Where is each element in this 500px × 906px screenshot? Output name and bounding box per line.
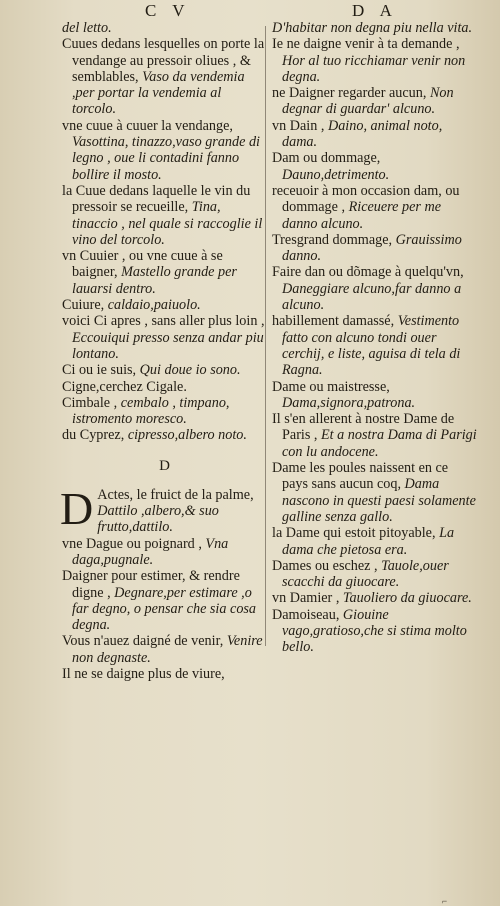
dictionary-entry xyxy=(272,558,477,591)
entry-french: Ci ou ie suis, xyxy=(62,362,137,379)
entry-italian: caldaio,paiuolo. xyxy=(107,297,201,314)
entry-italian: Vestimento fatto con alcuno tondi ouer cerchij, e liste, aguisa di tela di Ragna. xyxy=(282,313,461,379)
entry-french: Cigne,cerchez Cigale. xyxy=(62,378,187,395)
entry-italian: cipresso,albero noto. xyxy=(127,427,247,444)
dictionary-entry xyxy=(272,607,477,656)
dictionary-entry xyxy=(272,150,477,183)
entry-italian: Et a nostra Dama di Parigi con lu andocene. xyxy=(282,427,477,460)
dictionary-entry xyxy=(272,85,477,118)
dictionary-entry xyxy=(62,362,267,378)
entry-italian: Dauno,detrimento. xyxy=(282,166,390,183)
entry-french: vne cuue à cuuer la vendange, xyxy=(62,117,233,134)
dictionary-entry xyxy=(62,633,267,666)
running-head-left: C V xyxy=(145,1,191,20)
entry-italian: Venire non degnaste. xyxy=(72,633,263,666)
dictionary-entry xyxy=(62,248,267,297)
entry-italian: Giouine vago,gratioso,che si stima molto bello. xyxy=(282,606,467,656)
entry-italian: Vaso da vendemia ,per portar la vendemia al torcolo. xyxy=(72,68,245,118)
entry-french: la Cuue dedans laquelle le vin du pressoir se recueille, xyxy=(62,182,251,216)
entry-italian: Tauole,ouer scacchi da giuocare. xyxy=(282,557,449,591)
dictionary-entry xyxy=(272,411,477,460)
entry-italian: Degnare,per estimare ,o far degno, o pensar che sia cosa degna. xyxy=(72,584,257,634)
right-column xyxy=(272,20,477,656)
dictionary-entry xyxy=(272,183,477,232)
entry-french: receuoir à mon occasion dam, ou dommage , xyxy=(272,182,460,216)
dictionary-entry xyxy=(62,666,267,682)
entry-italian: Dattilo ,albero,& suo frutto,dattilo. xyxy=(97,503,219,536)
left-column xyxy=(62,20,267,682)
dictionary-entry xyxy=(62,427,267,443)
dictionary-entry xyxy=(62,297,267,313)
dropcap-entry xyxy=(60,482,267,536)
dictionary-entry xyxy=(62,379,267,395)
entry-french: ne Daigner regarder aucun, xyxy=(272,85,427,102)
entry-french: vne Dague ou poignard , xyxy=(62,535,202,552)
entry-french: Cimbale , xyxy=(62,394,118,411)
entry-italian: Riceuere per me danno alcuno. xyxy=(282,199,442,232)
entry-italian: Eccouiqui presso senza andar piu lontano. xyxy=(72,329,264,362)
entry-french: Cuues dedans lesquelles on porte la vendange au pressoir oliues , & semblables, xyxy=(62,36,265,85)
dictionary-entry xyxy=(272,36,477,85)
dictionary-entry xyxy=(62,536,267,569)
dictionary-entry xyxy=(272,118,477,151)
entry-italian: Daneggiare alcuno,far danno a alcuno. xyxy=(282,280,462,314)
entry-italian: Dama nascono in questi paesi solamente galline senza gallo. xyxy=(282,476,476,525)
entry-french: Cuiure, xyxy=(62,297,105,314)
entry-french: Dame les poules naissent en ce pays sans aucun coq, xyxy=(272,460,449,493)
entry-italian: Tauoliero da giuocare. xyxy=(342,590,472,607)
dictionary-entry xyxy=(62,395,267,428)
entry-french: la Dame qui estoit pitoyable, xyxy=(272,525,436,542)
entry-french: Il ne se daigne plus de viure, xyxy=(62,665,225,682)
dictionary-entry xyxy=(272,460,477,525)
entry-italian: Tina, tinaccio , nel quale si raccoglie il vino del torcolo. xyxy=(72,199,263,248)
left-column-entries-bottom xyxy=(62,536,267,683)
entry-italian: La dama che pietosa era. xyxy=(282,525,455,558)
entry-french: Dame ou maistresse, xyxy=(272,378,390,395)
entry-french: Dames ou eschez , xyxy=(272,557,378,574)
entry-italian: D'habitar non degna piu nella vita. xyxy=(272,20,473,36)
entry-french: habillement damassé, xyxy=(272,313,395,330)
entry-italian: Vasottina, tinazzo,vaso grande di legno , oue li contadini fanno bollire il mosto. xyxy=(72,134,260,183)
entry-italian: cembalo , timpano, istromento moresco. xyxy=(72,394,230,428)
entry-french: Faire dan ou dõmage à quelqu'vn, xyxy=(272,264,464,281)
left-column-entries xyxy=(62,20,267,444)
running-head-right: D A xyxy=(352,1,398,20)
entry-french: Actes, le fruict de la palme, xyxy=(97,486,254,503)
dictionary-entry xyxy=(272,525,477,558)
dictionary-entry xyxy=(62,20,267,36)
entry-italian: Vna daga,pugnale. xyxy=(72,535,229,568)
entry-french: voici Ci apres , sans aller plus loin , xyxy=(62,313,265,330)
entry-italian: Hor al tuo ricchiamar venir non degna. xyxy=(282,52,466,85)
dictionary-entry xyxy=(272,232,477,265)
dictionary-entry xyxy=(272,590,477,606)
entry-french: du Cyprez, xyxy=(62,427,125,444)
dictionary-entry xyxy=(272,313,477,378)
dictionary-entry xyxy=(272,20,477,36)
entry-italian: del letto. xyxy=(62,20,112,36)
entry-italian: Grauissimo danno. xyxy=(282,231,462,265)
entry-french: vn Dain , xyxy=(272,117,325,134)
entry-italian: Qui doue io sono. xyxy=(139,362,241,379)
dictionary-entry xyxy=(62,118,267,183)
dictionary-entry xyxy=(62,568,267,633)
entry-italian: Mastello grande per lauarsi dentro. xyxy=(72,264,237,297)
entry-french: Il s'en allerent à nostre Dame de Paris , xyxy=(272,411,455,444)
entry-french: vn Cuuier , ou vne cuue à se baigner, xyxy=(62,248,223,281)
dictionary-entry xyxy=(272,379,477,412)
right-column-entries xyxy=(272,20,477,656)
entry-french: vn Damier , xyxy=(272,590,340,607)
entry-french: Ie ne daigne venir à ta demande , xyxy=(272,36,460,53)
entry-italian: Daino, animal noto, dama. xyxy=(282,117,443,151)
dictionary-entry xyxy=(272,264,477,313)
entry-french: Daigner pour estimer, & rendre digne , xyxy=(62,568,240,601)
entry-italian: Non degnar di guardar' alcuno. xyxy=(282,85,454,118)
dictionary-entry xyxy=(62,183,267,248)
entry-french: Damoiseau, xyxy=(272,606,340,623)
dictionary-entry xyxy=(62,313,267,362)
entry-french: Tresgrand dommage, xyxy=(272,231,393,248)
section-letter-heading: D xyxy=(159,457,170,474)
entry-italian: Dama,signora,patrona. xyxy=(282,394,416,411)
entry-french: Vous n'auez daigné de venir, xyxy=(62,633,224,650)
dropcap-letter: D xyxy=(60,482,94,534)
entry-french: Dam ou dommage, xyxy=(272,150,381,167)
page-mark: ⌐ xyxy=(442,896,448,906)
dictionary-entry xyxy=(62,36,267,117)
